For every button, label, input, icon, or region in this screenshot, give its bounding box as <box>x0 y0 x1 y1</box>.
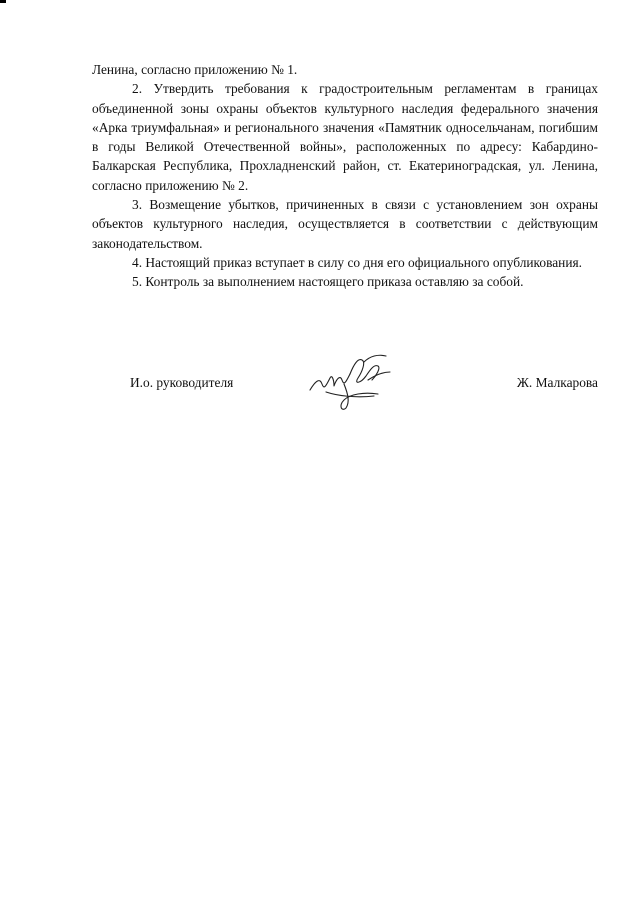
handwritten-signature <box>304 350 400 414</box>
scan-corner-mark <box>0 0 6 3</box>
paragraph-item-3: 3. Возмещение убытков, причиненных в связи с установлением зон охраны объектов культурного наследия, осуществляется в соответствии с действующим законодательством. <box>92 197 598 251</box>
paragraph-item-5: 5. Контроль за выполнением настоящего приказа оставляю за собой. <box>132 274 524 290</box>
paragraph-1-continuation: Ленина, согласно приложению № 1. <box>92 62 298 77</box>
signatory-name: Ж. Малкарова <box>516 375 598 390</box>
document-body <box>92 60 598 292</box>
paragraph-item-4: 4. Настоящий приказ вступает в силу со дня его официального опубликования. <box>132 254 582 270</box>
paragraph-item-2: 2. Утвердить требования к градостроительным регламентам в границах объединенной зоны охраны объектов культурного наследия федерального значения «Арка триумфальная» и регионального значения «Памятник односельчанам, погибшим в годы Великой Отечественной войны», расположенных по адресу: Кабардино-Балкарская Республика, Прохладненский район, ст. Екатериноградская, ул. Ленина, согласно приложению № 2. <box>92 81 598 193</box>
signatory-role: И.о. руководителя <box>130 375 234 390</box>
signature-block <box>92 372 598 412</box>
